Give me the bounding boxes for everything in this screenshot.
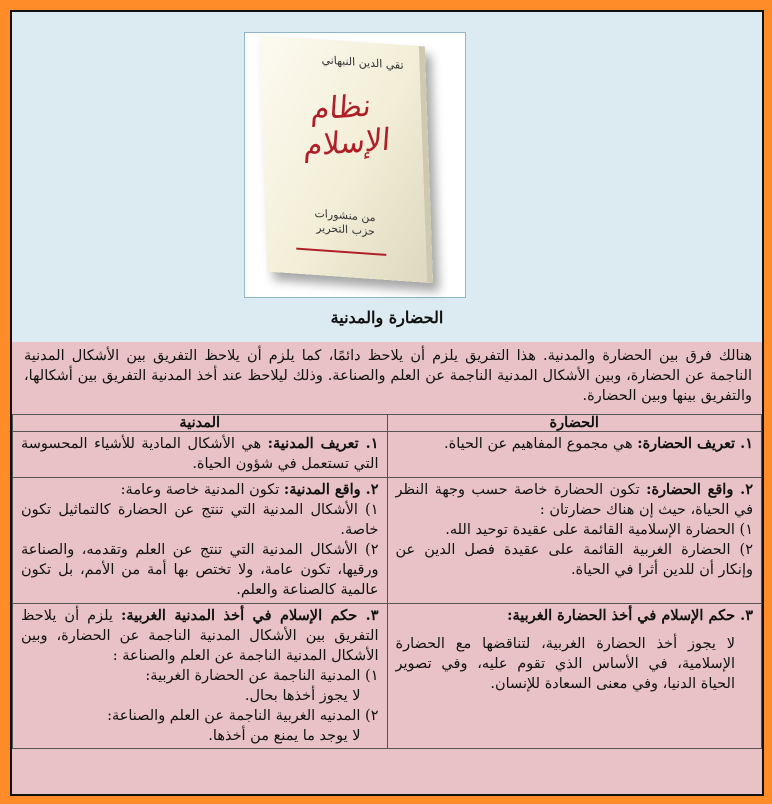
book-cover-image (244, 32, 466, 298)
cell-text: يلزم أن يلاحظ التفريق بين الأشكال المدنية الناجمة عن الحضارة، وبين الأشكال المدنية الناجمة عن العلم والصناعة : (21, 608, 379, 664)
cell-label: ١. تعريف المدنية: (267, 435, 379, 452)
cell-label: ٣. حكم الإسلام في أخذ المدنية الغربية: (120, 607, 379, 624)
cell-civilization-ruling (387, 604, 762, 749)
publisher-line-1: من منشورات (314, 206, 376, 225)
list-item: لا يجوز أخذ الحضارة الغربية، لتناقضها مع الحضارة الإسلامية، في الأساس الذي تقوم عليه، وفي تصوير الحياة الدنيا، وفي معنى السعادة للإنسان. (395, 636, 735, 692)
table-row (13, 478, 762, 604)
header-madaniyya: المدنية (13, 415, 388, 432)
cell-text: هي الأشكال المادية للأشياء المحسوسة التي تستعمل في شؤون الحياة. (21, 436, 379, 472)
document-frame (10, 10, 764, 796)
cell-text: تكون الحضارة خاصة حسب وجهة النظر في الحياة، حيث إن هناك حضارتان : (395, 482, 753, 518)
list-item: لا يجوز أخذها بحال. (244, 688, 361, 704)
content-panel (12, 342, 762, 794)
list-item: لا يوجد ما يمنع من أخذها. (208, 728, 361, 744)
cell-label: ٢. واقع الحضارة: (646, 481, 753, 498)
book-publisher (265, 203, 426, 242)
table-header-row (13, 415, 762, 432)
publisher-line-2: حزب التحرير (315, 220, 376, 239)
list-item: ٢) الأشكال المدنية التي تنتج عن العلم وتقدمه، والصناعة ورقيها، تكون عامة، ولا تختص بها أمة من الأمم، بل تكون عالمية كالصناعة والعلم. (21, 542, 379, 598)
list-item: ١) المدنية الناجمة عن الحضارة الغربية: (145, 668, 379, 684)
table-row (13, 604, 762, 749)
cell-civilization-reality (387, 478, 762, 604)
table-row (13, 432, 762, 478)
page-title: الحضارة والمدنية (330, 308, 444, 327)
comparison-table (12, 414, 762, 749)
list-item: ١) الحضارة الإسلامية القائمة على عقيدة توحيد الله. (445, 522, 753, 538)
cell-madaniyya-ruling (13, 604, 388, 749)
list-item: ٢) المدنيه الغربية الناجمة عن العلم والصناعة: (107, 708, 379, 724)
intro-paragraph: هنالك فرق بين الحضارة والمدنية. هذا التفريق يلزم أن يلاحظ دائمًا، كما يلزم أن يلاحظ التفريق بين الأشكال المدنية الناجمة عن الحضارة، وبين الأشكال المدنية الناجمة عن العلم والصناعة. وذلك ليلاحظ عند أخذ المدنية التفريق بين أشكالها، والتفريق بينها وبين الحضارة. (24, 348, 752, 404)
cell-text: تكون المدنية خاصة وعامة: (120, 482, 284, 498)
cell-label: ٢. واقع المدنية: (283, 481, 379, 498)
cell-madaniyya-reality (13, 478, 388, 604)
cell-label: ١. تعريف الحضارة: (637, 435, 753, 452)
list-item: ١) الأشكال المدنية التي تنتج عن الحضارة كالتماثيل تكون خاصة. (21, 502, 379, 538)
header-panel (12, 12, 762, 342)
book-author: تقي الدين النبهاني (321, 53, 404, 73)
decorative-line (296, 248, 386, 256)
book-title: نظام الإسلام (298, 88, 391, 164)
cell-madaniyya-definition (13, 432, 388, 478)
cell-civilization-definition (387, 432, 762, 478)
header-civilization: الحضارة (387, 415, 762, 432)
cell-label: ٣. حكم الإسلام في أخذ الحضارة الغربية: (507, 607, 753, 624)
list-item: ٢) الحضارة الغربية القائمة على عقيدة فصل الدين عن وإنكار أن للدين أثرا في الحياة. (395, 542, 753, 578)
cell-text: هي مجموع المفاهيم عن الحياة. (444, 436, 638, 452)
book-cover (259, 35, 433, 283)
